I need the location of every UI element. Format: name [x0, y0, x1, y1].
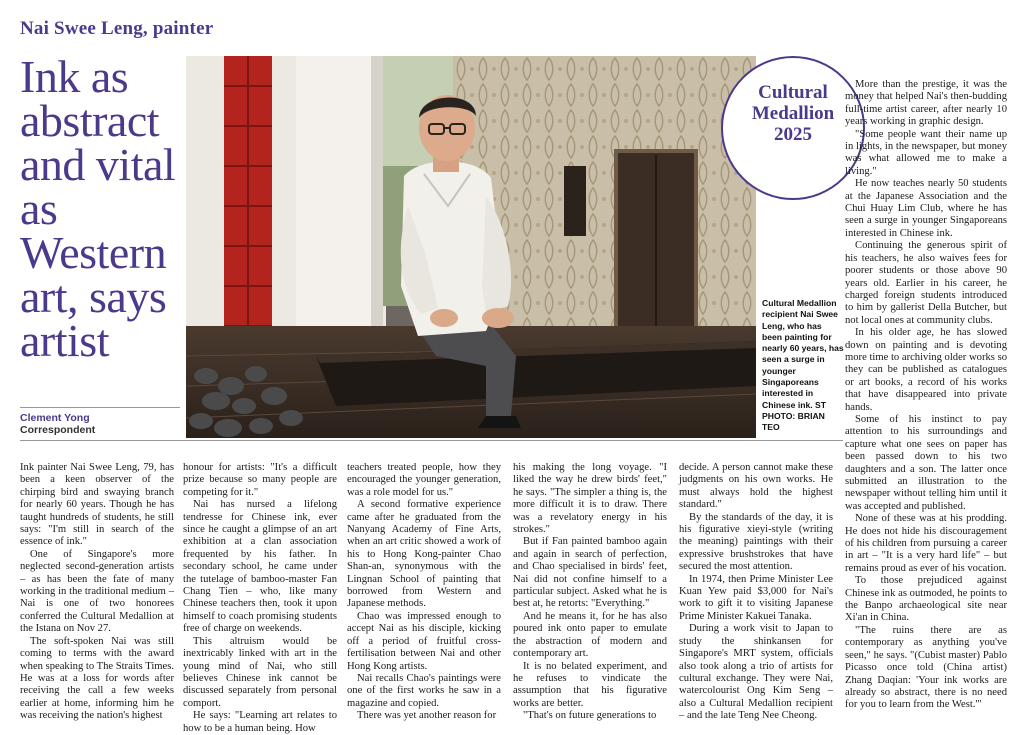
article-kicker: Nai Swee Leng, painter	[20, 18, 214, 39]
paragraph: Nai recalls Chao's paintings were one of the first works he saw in a magazine and copied.	[347, 672, 501, 709]
paragraph: Chao was impressed enough to accept Nai as his disciple, kicking off a period of fruitful cross-fertilisation between Nai and other Hong Kong artists.	[347, 610, 501, 672]
paragraph: In 1974, then Prime Minister Lee Kuan Yew paid $3,000 for Nai's work to gift it to visiting Japanese Prime Minister Kakuei Tanaka.	[679, 573, 833, 622]
article-column-6	[845, 79, 1007, 712]
cultural-medallion-badge	[721, 56, 865, 200]
paragraph: Some of his instinct to pay attention to his surroundings and capture what one sees on paper has been passed down to his two daughters and a son. The latter once submitted an illustration to the newspaper without telling him until it was accepted and published.	[845, 413, 1007, 512]
paragraph: This altruism would be inextricably linked with art in the young mind of Nai, who still believes Chinese ink cannot be discussed separately from personal comport.	[183, 635, 337, 709]
paragraph: But if Fan painted bamboo again and again in search of perfection, and Chao specialised in birds' feet, Nai did not confine himself to a particular subject. Asked what he is best at, he retorts: "Everything."	[513, 536, 667, 610]
article-column-5	[679, 462, 833, 723]
photo-caption: Cultural Medallion recipient Nai Swee Leng, who has been painting for nearly 60 years, has seen a surge in younger Singaporeans interested in Chinese ink. ST PHOTO: BRIAN TEO	[762, 298, 844, 433]
paragraph: He says: "Learning art relates to how to be a human being. How	[183, 710, 337, 734]
section-divider	[20, 440, 843, 441]
paragraph: his making the long voyage. "I liked the way he drew birds' feet," he says. "The simpler a thing is, the more difficult it is to draw. There was a revelatory energy in his strokes."	[513, 462, 667, 536]
byline-role: Correspondent	[20, 424, 96, 436]
byline-author: Clement Yong	[20, 412, 90, 424]
paragraph: By the standards of the day, it is his figurative xieyi-style (writing the meaning) paintings with their expressive brushstrokes that have secured the most attention.	[679, 511, 833, 573]
paragraph: "The ruins there are as contemporary as anything you've seen," he says. "(Cubist master) Pablo Picasso once told (China artist) Zhang Daqian: 'Your ink works are already so abstract, there is no need for you to learn from the West.'"	[845, 624, 1007, 711]
paragraph: One of Singapore's more neglected second-generation artists – as has been the fate of many working in the traditional medium – Nai is one of two honorees conferred the Cultural Medallion at the Istana on Nov 27.	[20, 548, 174, 635]
paragraph: Continuing the generous spirit of his teachers, he also waives fees for poorer students or those above 90 years old. Earlier in his career, he charged foreign students introduced to him by gallerist Della Butcher, but not local ones at community clubs.	[845, 240, 1007, 326]
paragraph: Nai has nursed a lifelong tendresse for Chinese ink, ever since he caught a glimpse of an art exhibition at a clan association frequented by his father. In secondary school, he came under the tutelage of bamboo-master Fan Chang Tien – who, like many Chinese teachers then, took it upon himself to coach promising students free of charge on weekends.	[183, 499, 337, 635]
paragraph: It is no belated experiment, and he refuses to vindicate the assumption that his figurative works are better.	[513, 660, 667, 709]
article-column-1	[20, 462, 174, 723]
article-column-4	[513, 462, 667, 723]
paragraph: A second formative experience came after he graduated from the Nanyang Academy of Fine Arts, when an art critic showed a work of his to Hong Kong-painter Chao Shan-an, synonymous with the Lingnan School of painting that borrowed from Western and Japanese methods.	[347, 499, 501, 610]
article-photo	[186, 56, 756, 438]
paragraph: Ink painter Nai Swee Leng, 79, has been a keen observer of the chirping bird and swaying branch for nearly 60 years. Though he has taught hundreds of students, he still says: "I'm still in search of the essence of ink."	[20, 462, 174, 548]
paragraph: decide. A person cannot make these judgments on his own works. He must always hold the highest standard."	[679, 462, 833, 511]
paragraph: To those prejudiced against Chinese ink as outmoded, he points to the Banpo archaeological site near Xi'an in China.	[845, 575, 1007, 624]
paragraph: teachers treated people, how they encouraged the younger generation, was a role model for us."	[347, 462, 501, 498]
paragraph: "Some people want their name up in lights, in the newspaper, but money was what allowed me to make a living."	[845, 128, 1007, 177]
article-headline: Ink as abstract and vital as Western art, says artist	[20, 51, 176, 366]
paragraph: There was yet another reason for	[357, 710, 497, 722]
paragraph: In his older age, he has slowed down on painting and is devoting more time to archiving older works so they can be published as catalogues or art books, a record of his works that have disappeared into private hands.	[845, 327, 1007, 413]
article-column-2	[183, 462, 337, 735]
paragraph: More than the prestige, it was the money that helped Nai's then-budding full-time artist career, after nearly 10 years working in graphic design.	[845, 79, 1007, 128]
paragraph: None of these was at his prodding. He does not hide his discouragement of his children from pursuing a career in art – "It is a very hard life" – but remains proud as ever of his vocation.	[845, 513, 1007, 574]
paragraph: He now teaches nearly 50 students at the Japanese Association and the Chui Huay Lim Club, where he has seen a surge in younger Singaporeans interested in Chinese ink.	[845, 178, 1007, 239]
byline	[20, 407, 180, 436]
medallion-line-3: 2025	[774, 124, 812, 145]
paragraph: During a work visit to Japan to study the shinkansen for Singapore's MRT system, officials also took along a trio of artists for cultural exchange. They were Nai, watercolourist Ong Kim Seng – also a Cultural Medallion recipient – and the late Teng Nee Cheong.	[679, 623, 833, 722]
paragraph: "That's on future generations to	[523, 710, 657, 722]
article-column-3	[347, 462, 501, 723]
paragraph: honour for artists: "It's a difficult prize because so many people are competing for it."	[183, 462, 337, 498]
paragraph: And he means it, for he has also poured ink onto paper to emulate the abstraction of modern and contemporary art.	[513, 610, 667, 660]
photo-illustration	[186, 56, 756, 438]
paragraph: The soft-spoken Nai was still coming to terms with the award when speaking to The Straits Times. He was at a loss for words after receiving the call a few weeks earlier at home, informing him he was receiving the nation's highest	[20, 635, 175, 722]
medallion-line-2: Medallion	[751, 103, 835, 124]
medallion-line-1: Cultural	[758, 82, 828, 103]
